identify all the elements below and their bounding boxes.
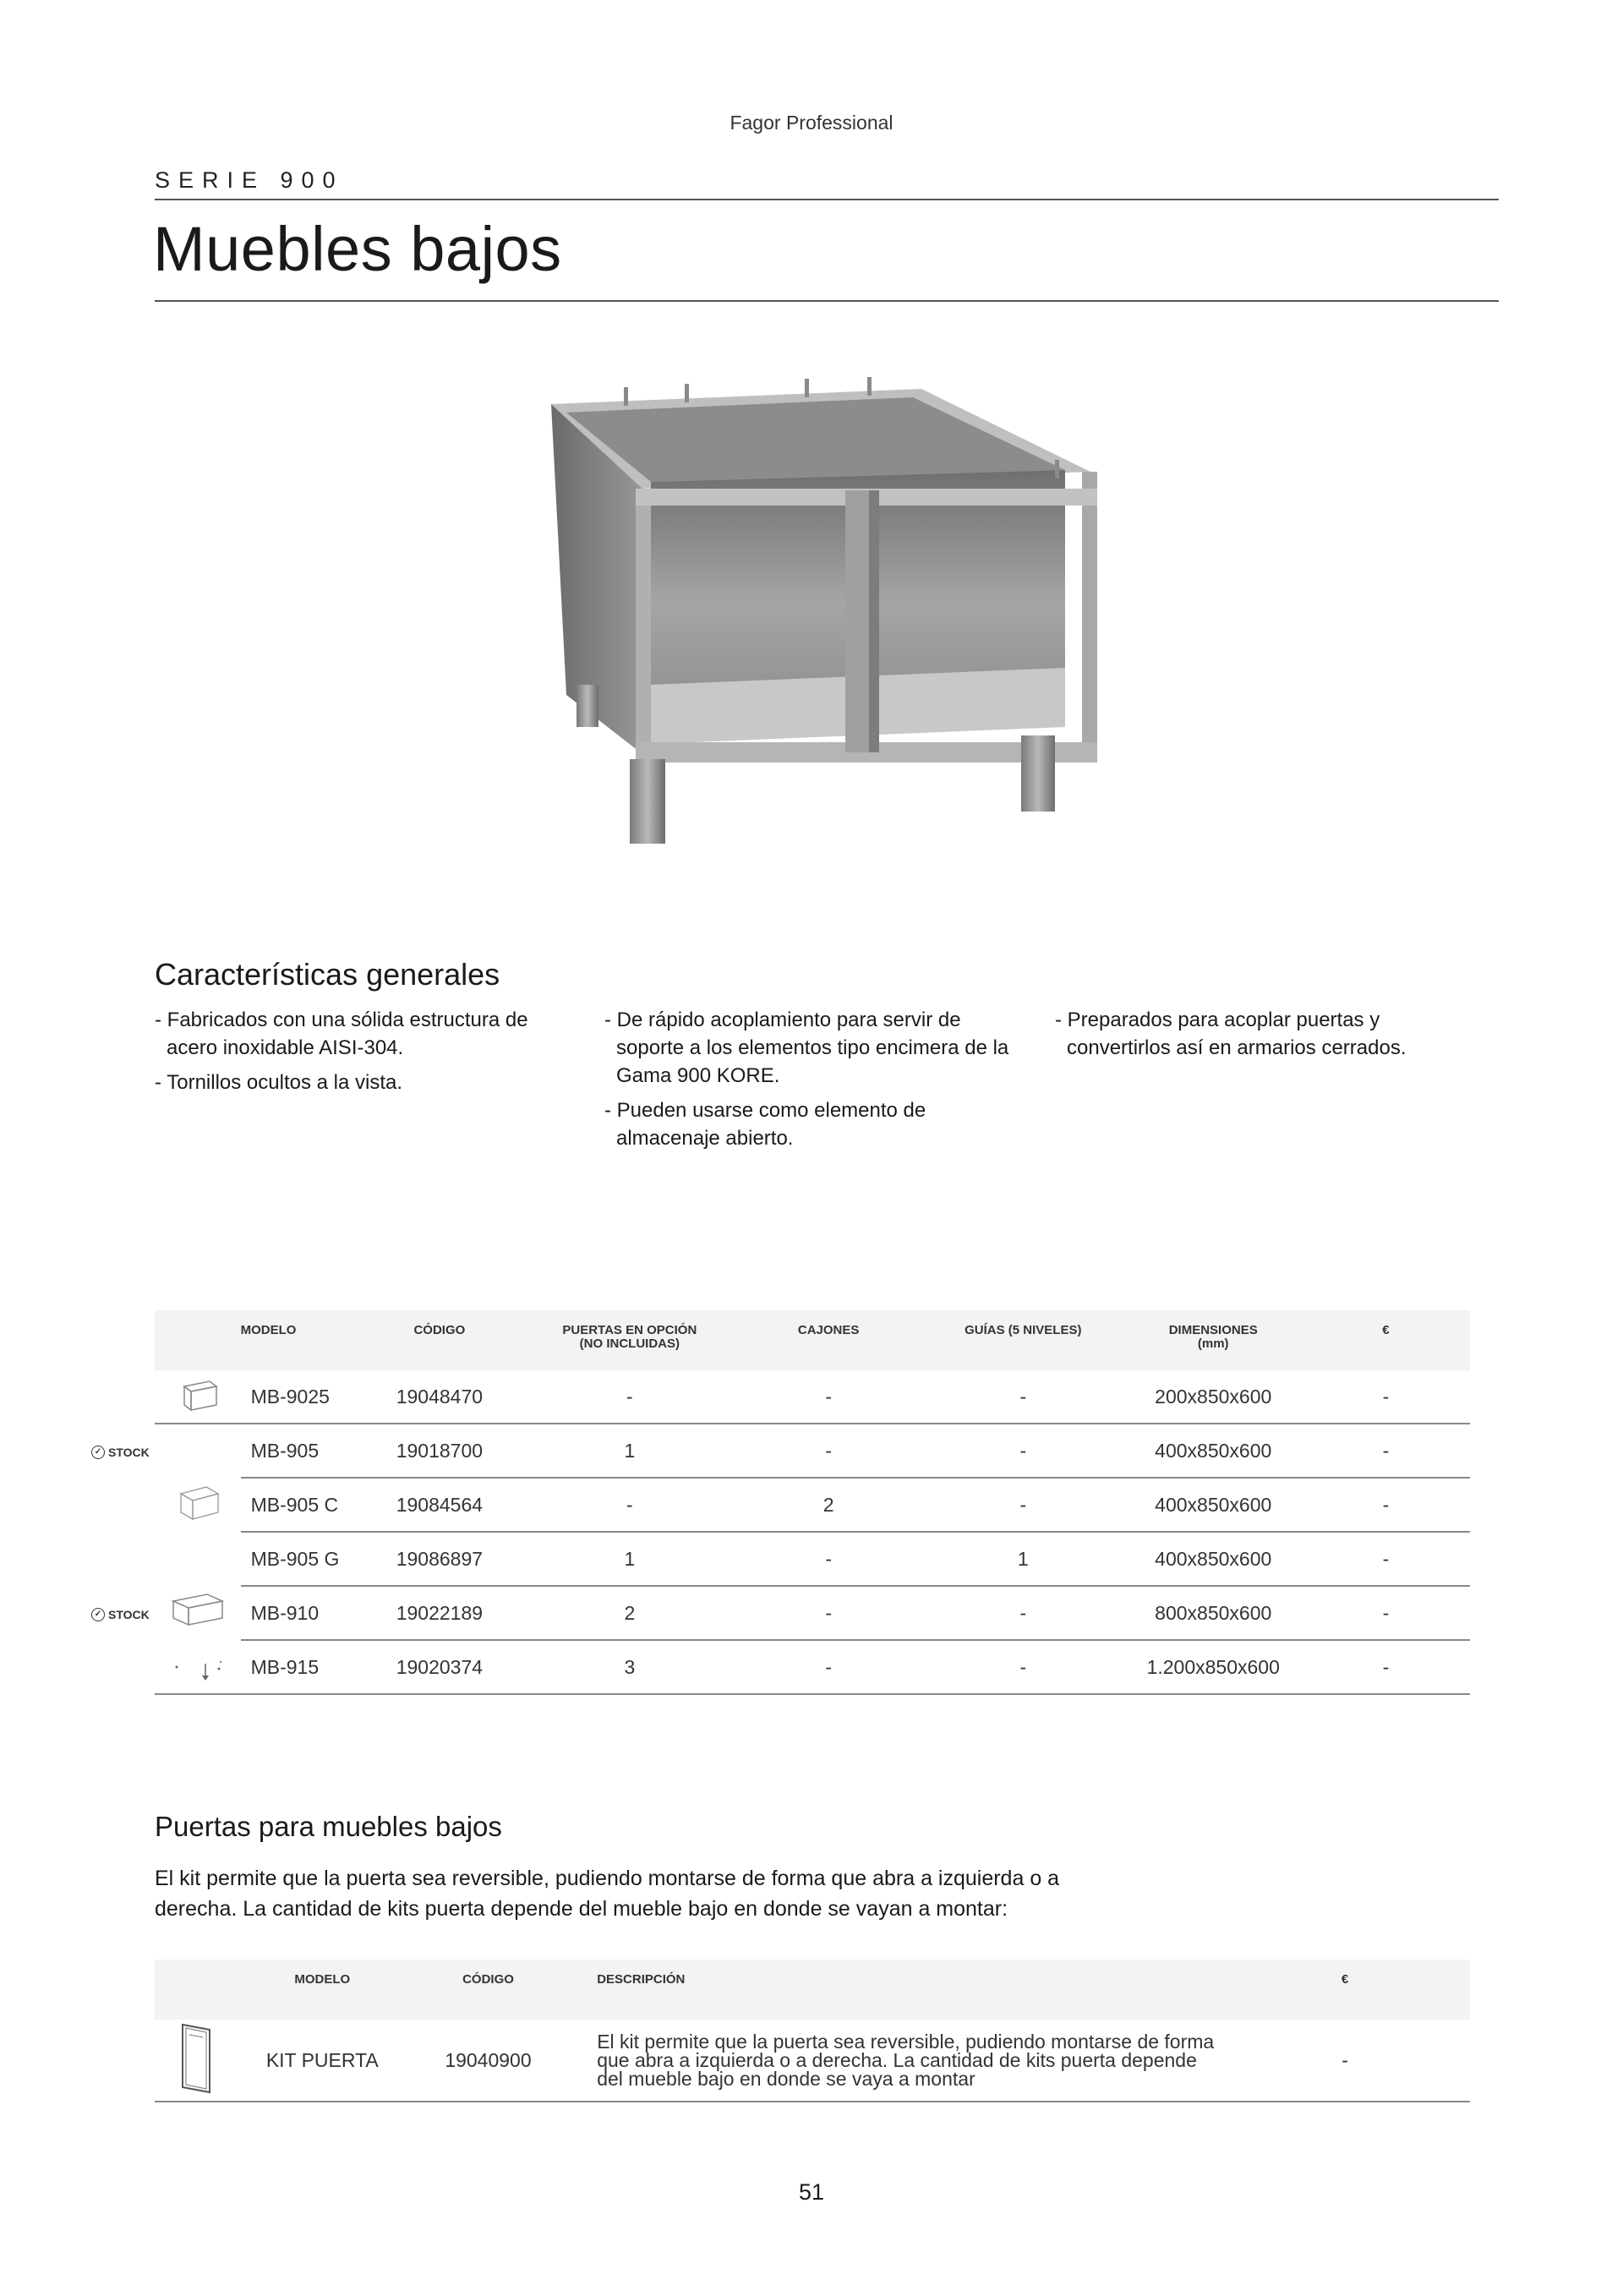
col-codigo: CÓDIGO — [403, 1960, 573, 2020]
thumbnail — [155, 1370, 241, 1424]
col-puertas: PUERTAS EN OPCIÓN (NO INCLUIDAS) — [523, 1310, 735, 1370]
cell-puertas: - — [523, 1478, 735, 1532]
cell-puertas: - — [523, 1370, 735, 1424]
cell-descripcion: El kit permite que la puerta sea reversible, pudiendo montarse de forma que abra a izquierda o a derecha. La cantidad de kits puerta depende del mueble bajo en donde se vaya a montar — [573, 2020, 1220, 2102]
cell-modelo: MB-910 — [241, 1586, 356, 1640]
features-col-1 — [155, 1006, 544, 1103]
features-col-2 — [604, 1006, 1027, 1159]
cell-precio: - — [1302, 1370, 1470, 1424]
cell-modelo: MB-905 G — [241, 1532, 356, 1586]
col-codigo: CÓDIGO — [355, 1310, 523, 1370]
table-row — [155, 1424, 1470, 1478]
col-dimensiones: DIMENSIONES (mm) — [1125, 1310, 1302, 1370]
cabinet-thumbnail-icon — [172, 1373, 223, 1415]
table-row — [155, 2020, 1470, 2102]
col-guias: GUÍAS (5 NIVELES) — [921, 1310, 1125, 1370]
cell-codigo: 19022189 — [355, 1586, 523, 1640]
cell-guias: - — [921, 1478, 1125, 1532]
cell-dimensiones: 400x850x600 — [1125, 1424, 1302, 1478]
cell-guias: - — [921, 1586, 1125, 1640]
cell-dimensiones: 800x850x600 — [1125, 1586, 1302, 1640]
features-col-3 — [1055, 1006, 1461, 1069]
cell-precio: - — [1302, 1586, 1470, 1640]
cell-cajones: 2 — [735, 1478, 921, 1532]
cell-precio: - — [1302, 1640, 1470, 1694]
cabinet-thumbnail-icon — [168, 1589, 227, 1632]
cabinet-thumbnail-icon — [172, 1479, 223, 1526]
page-title: Muebles bajos — [153, 214, 562, 284]
cell-precio: - — [1302, 1532, 1470, 1586]
table-header-row — [155, 1310, 1470, 1370]
product-image — [541, 364, 1116, 854]
cell-codigo: 19048470 — [355, 1370, 523, 1424]
feature-item: - Fabricados con una sólida estructura de acero inoxidable AISI-304. — [155, 1009, 528, 1059]
cell-codigo: 19086897 — [355, 1532, 523, 1586]
cell-codigo: 19084564 — [355, 1478, 523, 1532]
col-cajones: CAJONES — [735, 1310, 921, 1370]
cell-puertas: 1 — [523, 1532, 735, 1586]
cell-modelo: MB-905 C — [241, 1478, 356, 1532]
col-descripcion: DESCRIPCIÓN — [573, 1960, 1220, 2020]
cell-precio: - — [1220, 2020, 1470, 2102]
cell-guias: - — [921, 1424, 1125, 1478]
feature-item: - Preparados para acoplar puertas y convertirlos así en armarios cerrados. — [1055, 1009, 1407, 1059]
top-rule — [155, 199, 1499, 200]
cell-dimensiones: 400x850x600 — [1125, 1532, 1302, 1586]
feature-item: - Pueden usarse como elemento de almacenaje abierto. — [604, 1099, 926, 1150]
col-euro: € — [1302, 1310, 1470, 1370]
cell-codigo: 19040900 — [403, 2020, 573, 2102]
cell-codigo: 19020374 — [355, 1640, 523, 1694]
thumbnail — [155, 1478, 241, 1532]
cell-cajones: - — [735, 1586, 921, 1640]
cell-dimensiones: 400x850x600 — [1125, 1478, 1302, 1532]
cell-puertas: 3 — [523, 1640, 735, 1694]
cell-dimensiones: 1.200x850x600 — [1125, 1640, 1302, 1694]
title-rule — [155, 300, 1499, 302]
cell-guias: - — [921, 1640, 1125, 1694]
cell-cajones: - — [735, 1370, 921, 1424]
thumbnail — [155, 2020, 242, 2102]
cell-cajones: - — [735, 1640, 921, 1694]
doors-heading: Puertas para muebles bajos — [155, 1811, 502, 1842]
check-icon: ✓ — [91, 1446, 105, 1459]
door-kit-table — [155, 1960, 1470, 2102]
cell-puertas: 2 — [523, 1586, 735, 1640]
col-modelo: MODELO — [242, 1960, 403, 2020]
feature-item: - De rápido acoplamiento para servir de soporte a los elementos tipo encimera de la Gama 900 KORE. — [604, 1009, 1009, 1087]
table-header-row — [155, 1960, 1470, 2020]
table-row — [155, 1532, 1470, 1586]
table-row — [155, 1586, 1470, 1640]
brand-name: Fagor Professional — [730, 112, 893, 134]
stock-badge: ✓ STOCK — [91, 1446, 150, 1459]
col-euro: € — [1220, 1960, 1470, 2020]
cell-modelo: MB-905 — [241, 1424, 356, 1478]
cell-precio: - — [1302, 1478, 1470, 1532]
col-modelo: MODELO — [241, 1310, 356, 1370]
check-icon: ✓ — [91, 1608, 105, 1621]
feature-item: - Tornillos ocultos a la vista. — [155, 1071, 403, 1094]
cell-modelo: KIT PUERTA — [242, 2020, 403, 2102]
door-thumbnail-icon — [172, 2020, 223, 2096]
thumbnail — [155, 1586, 241, 1640]
cell-guias: - — [921, 1370, 1125, 1424]
thumbnail — [155, 1640, 241, 1694]
page-number: 51 — [798, 2179, 825, 2205]
table-row — [155, 1370, 1470, 1424]
features-heading: Características generales — [155, 957, 500, 992]
cell-modelo: MB-9025 — [241, 1370, 356, 1424]
cell-codigo: 19018700 — [355, 1424, 523, 1478]
cell-dimensiones: 200x850x600 — [1125, 1370, 1302, 1424]
cell-cajones: - — [735, 1532, 921, 1586]
cabinet-thumbnail-icon — [168, 1643, 227, 1686]
table-row — [155, 1640, 1470, 1694]
cell-cajones: - — [735, 1424, 921, 1478]
models-table — [155, 1310, 1470, 1695]
table-row — [155, 1478, 1470, 1532]
cell-guias: 1 — [921, 1532, 1125, 1586]
cell-precio: - — [1302, 1424, 1470, 1478]
cell-puertas: 1 — [523, 1424, 735, 1478]
stock-badge: ✓ STOCK — [91, 1608, 150, 1621]
cell-modelo: MB-915 — [241, 1640, 356, 1694]
doors-intro: El kit permite que la puerta sea reversible, pudiendo montarse de forma que abra a izquierda o a derecha. La cantidad de kits puerta depende del mueble bajo en donde se vayan a montar: — [155, 1867, 1060, 1921]
series-label: SERIE 900 — [155, 167, 344, 193]
